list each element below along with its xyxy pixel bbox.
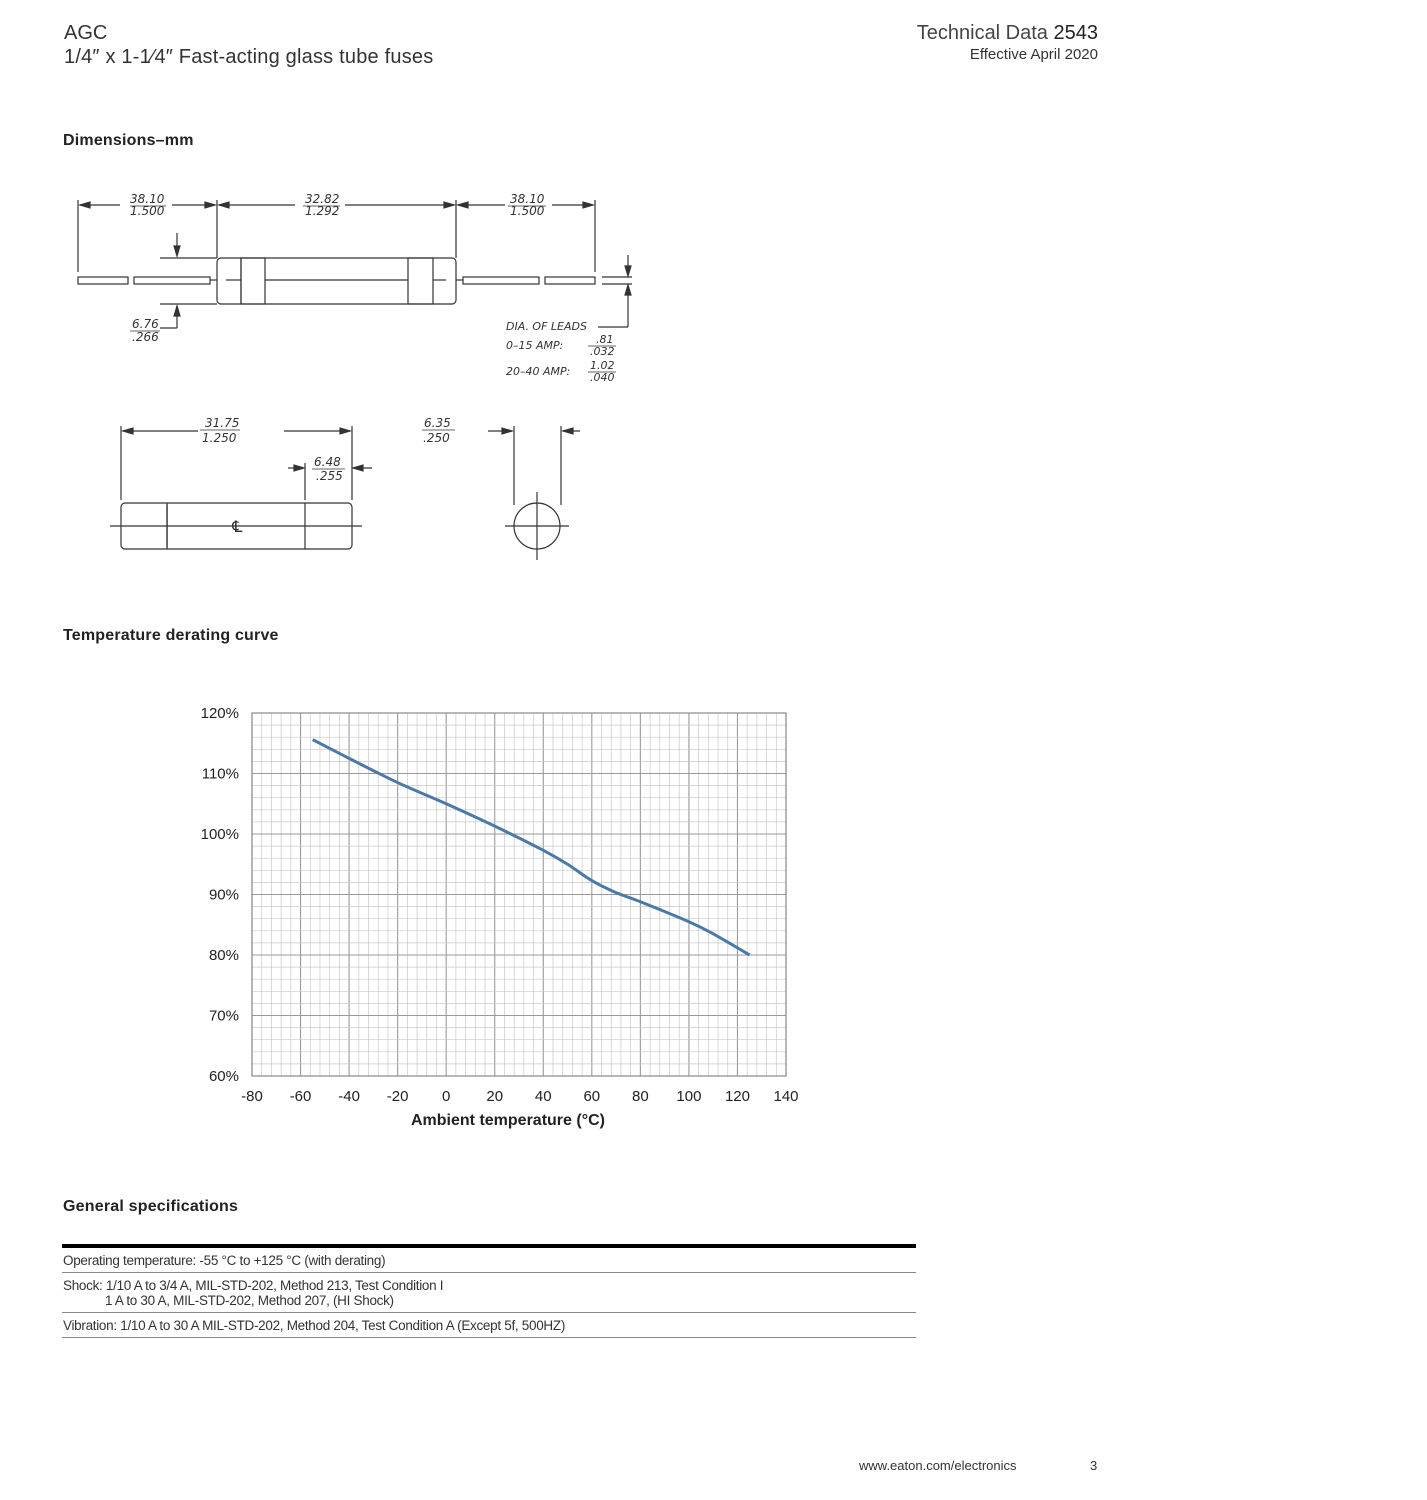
effective-date: Effective April 2020 — [969, 46, 1098, 63]
chart-x-ticks — [241, 1088, 798, 1105]
product-subtitle: 1/4″ x 1-1⁄4″ Fast-acting glass tube fuses — [64, 46, 434, 68]
spec-row-vibration — [62, 1313, 916, 1338]
page-number: 3 — [1090, 1458, 1098, 1473]
amp-20-40-mm: 1.02 — [590, 359, 615, 372]
x-tick-label: 0 — [442, 1088, 451, 1105]
x-tick-label: 100 — [676, 1088, 702, 1105]
technical-data-number: 2543 — [1053, 22, 1098, 44]
dim-cap-length-in: .255 — [316, 469, 343, 483]
dim-body-mm: 32.82 — [305, 192, 340, 206]
amp-20-40-in: .040 — [590, 371, 615, 384]
dim-dia-in: .266 — [132, 330, 159, 344]
x-tick-label: -40 — [338, 1088, 360, 1105]
dim-body-in: 1.292 — [305, 204, 340, 218]
dim-fuse-length-mm: 31.75 — [205, 416, 240, 430]
derating-chart — [0, 680, 900, 1150]
y-tick-label: 90% — [208, 886, 239, 904]
dim-lead-right-mm: 38.10 — [510, 192, 545, 206]
specs-table — [62, 1244, 916, 1338]
chart-grid — [252, 713, 786, 1076]
x-tick-label: 40 — [534, 1088, 552, 1105]
x-tick-label: 140 — [773, 1088, 799, 1105]
x-tick-label: -20 — [386, 1088, 409, 1105]
amp-20-40-label: 20–40 AMP: — [506, 365, 571, 378]
y-tick-label: 100% — [200, 826, 239, 843]
dim-cap-dia-in: .250 — [423, 431, 450, 445]
amp-0-15-mm: .81 — [596, 333, 614, 346]
spec-row-shock — [62, 1273, 916, 1313]
specs-title: General specifications — [63, 1198, 239, 1215]
technical-data-title — [917, 22, 1098, 45]
amp-0-15-label: 0–15 AMP: — [506, 339, 564, 352]
spec-shock-line-1: Shock: 1/10 A to 3/4 A, MIL-STD-202, Method 213, Test Condition I — [63, 1278, 444, 1293]
centerline-symbol: ℄ — [230, 517, 245, 536]
y-tick-label: 120% — [200, 705, 239, 722]
dimensions-drawing — [0, 0, 700, 580]
dia-leads-label: DIA. OF LEADS — [506, 320, 587, 333]
x-tick-label: 80 — [632, 1088, 649, 1105]
derating-title: Temperature derating curve — [63, 627, 279, 644]
chart-y-ticks — [201, 705, 239, 1085]
footer-url[interactable]: www.eaton.com/electronics — [859, 1458, 1017, 1473]
dim-lead-right-in: 1.500 — [510, 204, 545, 218]
y-tick-label: 110% — [201, 765, 239, 783]
y-tick-label: 60% — [208, 1068, 239, 1085]
y-tick-label: 80% — [208, 947, 239, 964]
spec-shock-line-2: 1 A to 30 A, MIL-STD-202, Method 207, (HI Shock) — [105, 1293, 394, 1308]
x-tick-label: -80 — [241, 1088, 263, 1105]
technical-data-label: Technical Data — [916, 22, 1048, 44]
dim-dia-mm: 6.76 — [132, 317, 159, 331]
x-tick-label: 60 — [583, 1088, 601, 1105]
x-tick-label: -60 — [289, 1088, 312, 1105]
spec-operating-temperature: Operating temperature: -55 °C to +125 °C (with derating) — [63, 1253, 386, 1268]
dim-cap-dia-mm: 6.35 — [424, 416, 451, 430]
dim-lead-left-in: 1.500 — [130, 204, 165, 218]
dimensions-title: Dimensions–mm — [63, 132, 194, 149]
product-code: AGC — [64, 22, 108, 44]
chart-x-axis-label: Ambient temperature (°C) — [411, 1112, 605, 1129]
dim-lead-left-mm: 38.10 — [130, 192, 165, 206]
spec-row-operating-temperature — [62, 1248, 916, 1273]
x-tick-label: 120 — [724, 1088, 750, 1105]
amp-0-15-in: .032 — [590, 345, 615, 358]
y-tick-label: 70% — [208, 1007, 239, 1025]
dim-fuse-length-in: 1.250 — [202, 431, 237, 445]
dim-cap-length-mm: 6.48 — [314, 455, 341, 469]
x-tick-label: 20 — [486, 1088, 504, 1105]
spec-vibration: Vibration: 1/10 A to 30 A MIL-STD-202, Method 204, Test Condition A (Except 5f, 500HZ) — [63, 1318, 566, 1333]
